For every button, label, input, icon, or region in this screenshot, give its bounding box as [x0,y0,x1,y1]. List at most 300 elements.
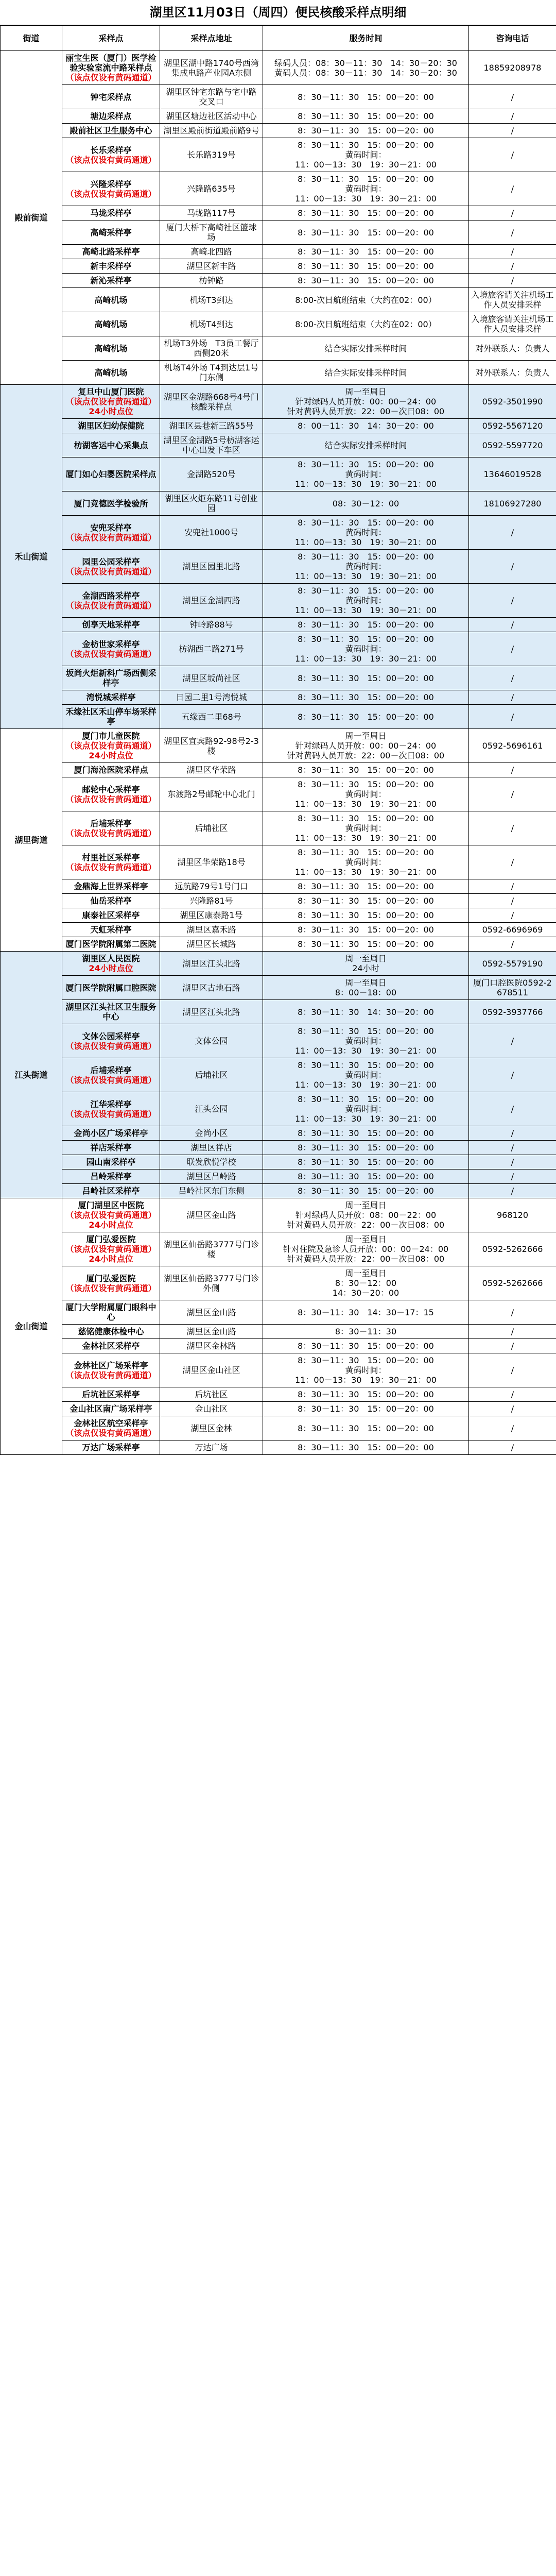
service-time: 8：30－11：30 15：00－20：00 [263,923,469,937]
site-address: 湖里区金林 [160,1416,263,1440]
service-time: 8：30－11：30 15：00－20：00 [263,1387,469,1402]
site-name-cell [62,138,160,172]
table-row [1,777,556,811]
service-time: 8：30－11：30 14：30－17：15 [263,1300,469,1325]
site-name-cell [62,419,160,433]
site-name: 塘边采样点 [90,111,132,121]
site-address: 联发欣悦学校 [160,1155,263,1170]
site-name: 江华采样亭 [90,1099,132,1109]
table-row [1,312,556,336]
site-address: 高崎北四路 [160,245,263,259]
contact-phone: / [469,705,556,729]
table-header-row [1,26,556,51]
service-time: 8：30－11：30 15：00－20：00 [263,879,469,894]
table-row [1,845,556,879]
site-address: 湖里区殿前街道殿前路9号 [160,124,263,138]
site-name-cell [62,336,160,361]
service-time: 8：30－11：30 15：00－20：00 [263,124,469,138]
site-name-cell [62,172,160,206]
table-row [1,1000,556,1024]
service-time: 8：30－11：30 15：00－20：00 黄码时间： 11：00－13：30 19：30－21：00 [263,632,469,666]
site-address: 厦门大桥下高崎社区篮球场 [160,221,263,245]
service-time: 8：30－11：30 15：00－20：00 黄码时间： 11：00－13：30 19：30－21：00 [263,550,469,584]
table-row [1,1300,556,1325]
service-time: 周一至周日 24小时 [263,952,469,976]
site-address: 湖里区金湖路668号4号门核酸采样点 [160,385,263,419]
site-name: 厦门医学院附属口腔医院 [65,982,157,993]
service-time: 8：30－11：30 15：00－20：00 黄码时间： 11：00－13：30 19：30－21：00 [263,845,469,879]
table-row [1,1402,556,1416]
site-name-cell [62,492,160,516]
site-address: 后埔社区 [160,811,263,845]
site-address: 长乐路319号 [160,138,263,172]
site-name-cell [62,1416,160,1440]
contact-phone: / [469,1024,556,1058]
site-address: 湖里区嘉禾路 [160,923,263,937]
site-address: 马垅路117号 [160,206,263,221]
yellow-code-note: （该点仅设有黄码通道） [65,1075,157,1085]
table-row [1,1058,556,1092]
service-time: 8：30－11：30 15：00－20：00 [263,1339,469,1353]
site-name-cell [62,618,160,632]
site-address: 金山社区 [160,1402,263,1416]
yellow-code-note: （该点仅设有黄码通道） [65,73,157,82]
contact-phone: 18106927280 [469,492,556,516]
service-time: 8：30－11：30 15：00－20：00 [263,1416,469,1440]
table-row [1,705,556,729]
contact-phone: / [469,1402,556,1416]
site-name-cell [62,908,160,923]
yellow-code-note: （该点仅设有黄码通道） [65,1370,157,1380]
service-time: 8：30－11：30 [263,1325,469,1339]
site-name: 湖里区江头社区卫生服务中心 [65,1002,157,1022]
site-address: 日园二里1号湾悦城 [160,690,263,705]
yellow-code-note: 24小时点位 [89,963,133,973]
table-row [1,1440,556,1455]
site-name: 高崎机场 [94,319,128,329]
table-row [1,1155,556,1170]
yellow-code-note: （该点仅设有黄码通道） [65,155,157,165]
site-name: 厦门如心妇婴医院采样点 [65,469,157,479]
site-name: 万达广场采样亭 [82,1443,140,1452]
table-row [1,124,556,138]
contact-phone: / [469,550,556,584]
site-address: 湖里区火炬东路11号创业园 [160,492,263,516]
site-name-cell [62,879,160,894]
site-address: 湖里区吕岭路 [160,1170,263,1184]
site-name-cell [62,894,160,908]
contact-phone: / [469,845,556,879]
site-name-cell [62,937,160,952]
yellow-code-note: （该点仅设有黄码通道） [65,532,157,543]
yellow-code-note: （该点仅设有黄码通道） [65,566,157,577]
site-name: 兴隆采样亭 [90,179,132,189]
site-name-cell [62,729,160,763]
contact-phone: / [469,1141,556,1155]
yellow-code-note: （该点仅设有黄码通道） [65,794,157,804]
site-address: 湖里区康泰路1号 [160,908,263,923]
site-name: 创享天地采样亭 [82,620,140,630]
contact-phone: 厦门口腔医院0592-2678511 [469,976,556,1000]
contact-phone: / [469,206,556,221]
site-address: 江头公园 [160,1092,263,1126]
site-address: 兴隆路635号 [160,172,263,206]
table-row [1,274,556,288]
contact-phone: / [469,1170,556,1184]
table-row [1,457,556,492]
service-time: 8:00-次日航班结束（大约在02：00） [263,288,469,312]
service-time: 8：30－11：30 15：00－20：00 [263,1170,469,1184]
service-time: 周一至周日 针对住院及急诊人员开放：00：00－24：00 针对黄码人员开放：22：00－次日08：00 [263,1232,469,1266]
site-address: 钟岭路88号 [160,618,263,632]
contact-phone: / [469,1416,556,1440]
site-name: 邮轮中心采样亭 [82,784,140,794]
service-time: 08：30－12：00 [263,492,469,516]
site-address: 湖里区新丰路 [160,259,263,274]
street-cell: 金山街道 [1,1198,62,1455]
service-time: 8:00-次日航班结束（大约在02：00） [263,312,469,336]
site-name: 枋湖客运中心采集点 [74,440,148,450]
service-time: 8：30－11：30 15：00－20：00 [263,937,469,952]
yellow-code-note: （该点仅设有黄码通道） [65,1428,157,1438]
contact-phone: 0592-5262666 [469,1232,556,1266]
site-address: 湖里区坂尚社区 [160,666,263,690]
contact-phone: / [469,245,556,259]
site-name: 厦门市儿童医院 [82,731,140,741]
service-time: 8：30－11：30 15：00－20：00 [263,1141,469,1155]
contact-phone: 入境旅客请关注机场工作人员安排采样 [469,312,556,336]
site-address: 湖里区金山路 [160,1198,263,1232]
site-address: 湖里区金林路 [160,1339,263,1353]
yellow-code-note: （该点仅设有黄码通道） [65,1283,157,1293]
service-time: 8：30－11：30 15：00－20：00 [263,618,469,632]
service-time: 8：30－11：30 15：00－20：00 [263,666,469,690]
site-name: 钟宅采样点 [90,92,132,102]
site-name-cell [62,124,160,138]
service-time: 8：30－11：30 15：00－20：00 [263,274,469,288]
table-row [1,729,556,763]
yellow-code-note: （该点仅设有黄码通道） [65,649,157,659]
contact-phone: 0592-6696969 [469,923,556,937]
site-name-cell [62,85,160,109]
service-time: 周一至周日 针对绿码人员开放：08：00－22：00 针对黄码人员开放：22：00－次日08：00 [263,1198,469,1232]
site-name-cell [62,385,160,419]
site-name-cell [62,245,160,259]
table-row [1,221,556,245]
site-name-cell [62,274,160,288]
site-address: 万达广场 [160,1440,263,1455]
site-name: 坂尚火炬新科广场西侧采样亭 [65,668,157,688]
service-time: 8：30－11：30 15：00－20：00 [263,705,469,729]
table-row [1,1024,556,1058]
site-address: 湖里区仙岳路3777号门诊楼 [160,1232,263,1266]
site-name-cell [62,1000,160,1024]
street-cell: 禾山街道 [1,385,62,729]
site-address: 后坑社区 [160,1387,263,1402]
contact-phone: / [469,1092,556,1126]
table-row [1,1126,556,1141]
yellow-code-note: （该点仅设有黄码通道） [65,828,157,838]
site-name: 湖里区妇幼保健院 [78,421,144,431]
site-name-cell [62,1300,160,1325]
table-row [1,492,556,516]
service-time: 8：30－11：30 15：00－20：00 黄码时间： 11：00－13：30 19：30－21：00 [263,1058,469,1092]
contact-phone: 968120 [469,1198,556,1232]
contact-phone: / [469,763,556,777]
site-address: 湖里区江头北路 [160,952,263,976]
site-name: 金山社区南广场采样亭 [70,1404,152,1414]
header-street: 街道 [1,26,62,51]
contact-phone: 13646019528 [469,457,556,492]
service-time: 8：00－11：30 14：30－20：00 [263,419,469,433]
site-address: 金湖路520号 [160,457,263,492]
site-name: 慈铭健康体检中心 [78,1327,144,1336]
site-name-cell [62,1058,160,1092]
table-row [1,584,556,618]
site-name: 高崎机场 [94,295,128,305]
site-name-cell [62,777,160,811]
contact-phone: / [469,172,556,206]
site-name-cell [62,1198,160,1232]
contact-phone: / [469,85,556,109]
site-address: 机场T3到达 [160,288,263,312]
site-name-cell [62,1092,160,1126]
site-address: 湖里区长城路 [160,937,263,952]
site-address: 湖里区塘边社区活动中心 [160,109,263,124]
site-name: 马垅采样亭 [90,208,132,218]
service-time: 8：30－11：30 15：00－20：00 [263,1184,469,1198]
site-name: 高崎采样亭 [90,227,132,238]
contact-phone: 对外联系人：负责人 [469,361,556,385]
contact-phone: / [469,690,556,705]
table-row [1,618,556,632]
service-time: 8：30－11：30 15：00－20：00 [263,221,469,245]
service-time: 8：30－11：30 15：00－20：00 黄码时间： 11：00－13：30 19：30－21：00 [263,457,469,492]
site-name-cell [62,1325,160,1339]
table-row [1,245,556,259]
street-cell: 殿前街道 [1,51,62,385]
table-row [1,879,556,894]
contact-phone: / [469,879,556,894]
site-address: 枋湖西二路271号 [160,632,263,666]
site-name-cell [62,221,160,245]
site-address: 湖里区华荣路 [160,763,263,777]
site-name: 天虹采样亭 [90,925,132,935]
service-time: 结合实际安排采样时间 [263,336,469,361]
site-name-cell [62,1024,160,1058]
table-row [1,1387,556,1402]
service-time: 周一至周日 针对绿码人员开放：00：00－24：00 针对黄码人员开放：22：00－次日08：00 [263,729,469,763]
service-time: 结合实际安排采样时间 [263,433,469,457]
table-row [1,1232,556,1266]
service-time: 8：30－11：30 15：00－20：00 [263,85,469,109]
site-address: 东渡路2号邮轮中心北门 [160,777,263,811]
site-address: 吕岭社区东门东侧 [160,1184,263,1198]
table-row [1,85,556,109]
contact-phone: / [469,1126,556,1141]
site-name-cell [62,1155,160,1170]
site-address: 湖里区宜宾路92-98号2-3楼 [160,729,263,763]
site-name: 仙岳采样亭 [90,896,132,906]
site-address: 兴隆路81号 [160,894,263,908]
table-row [1,138,556,172]
yellow-code-note: （该点仅设有黄码通道） [65,189,157,199]
site-name: 湖里区人民医院 [82,954,140,963]
service-time: 8：30－11：30 15：00－20：00 [263,245,469,259]
service-time: 8：30－11：30 15：00－20：00 [263,1126,469,1141]
service-time: 8：30－11：30 15：00－20：00 黄码时间： 11：00－13：30 19：30－21：00 [263,138,469,172]
site-name-cell [62,976,160,1000]
site-address: 五缘西二里68号 [160,705,263,729]
table-row [1,419,556,433]
service-time: 8：30－11：30 15：00－20：00 黄码时间： 11：00－13：30 19：30－21：00 [263,1353,469,1387]
table-row [1,666,556,690]
table-row [1,109,556,124]
contact-phone: / [469,1339,556,1353]
site-name-cell [62,433,160,457]
site-address: 机场T4到达 [160,312,263,336]
service-time: 8：30－11：30 15：00－20：00 黄码时间： 11：00－13：30 19：30－21：00 [263,584,469,618]
page-title: 湖里区11月03日（周四）便民核酸采样点明细 [0,0,556,25]
site-name: 园里公园采样亭 [82,556,140,567]
table-row [1,894,556,908]
site-name-cell [62,690,160,705]
service-time: 8：30－11：30 15：00－20：00 [263,1440,469,1455]
service-time: 周一至周日 8：00－18：00 [263,976,469,1000]
table-row [1,206,556,221]
site-name: 厦门弘爱医院 [86,1234,136,1244]
table-row [1,763,556,777]
table-row [1,923,556,937]
yellow-code-note: （该点仅设有黄码通道） [65,1041,157,1051]
contact-phone: / [469,109,556,124]
site-name-cell [62,1232,160,1266]
site-address: 湖里区县巷新三路55号 [160,419,263,433]
table-row [1,1416,556,1440]
table-row [1,1141,556,1155]
site-address: 湖里区园里北路 [160,550,263,584]
contact-phone: / [469,908,556,923]
service-time: 8：30－11：30 15：00－20：00 [263,206,469,221]
contact-phone: / [469,1353,556,1387]
site-address: 湖里区祥店 [160,1141,263,1155]
service-time: 8：30－11：30 15：00－20：00 [263,1155,469,1170]
service-time: 8：30－11：30 14：30－20：00 [263,1000,469,1024]
site-name: 禾缘社区禾山停车场采样亭 [65,707,157,726]
site-name: 安兜采样亭 [90,522,132,533]
service-time: 8：30－11：30 15：00－20：00 黄码时间： 11：00－13：30 19：30－21：00 [263,777,469,811]
site-name: 金鼎海上世界采样亭 [74,882,148,891]
site-name-cell [62,288,160,312]
site-name-cell [62,1126,160,1141]
site-name: 厦门海沧医院采样点 [74,765,148,775]
contact-phone: / [469,632,556,666]
yellow-code-note: （该点仅设有黄码通道） 24小时点位 [65,397,157,416]
site-name-cell [62,1184,160,1198]
service-time: 8：30－11：30 15：00－20：00 [263,763,469,777]
site-name: 金林社区广场采样亭 [74,1360,148,1370]
site-address: 后埔社区 [160,1058,263,1092]
yellow-code-note: （该点仅设有黄码通道） 24小时点位 [65,741,157,760]
service-time: 8：30－11：30 15：00－20：00 [263,259,469,274]
service-time: 周一至周日 针对绿码人员开放：00：00－24：00 针对黄码人员开放：22：00－次日08：00 [263,385,469,419]
site-name-cell [62,1387,160,1402]
contact-phone: / [469,274,556,288]
table-row [1,976,556,1000]
site-address: 湖里区钟宅东路与宅中路交叉口 [160,85,263,109]
site-address: 湖里区金山路 [160,1325,263,1339]
table-row [1,1339,556,1353]
service-time: 结合实际安排采样时间 [263,361,469,385]
service-time: 8：30－11：30 15：00－20：00 [263,908,469,923]
site-name: 湾悦城采样亭 [86,692,136,702]
service-time: 8：30－11：30 15：00－20：00 [263,690,469,705]
site-name: 祥店采样亭 [90,1143,132,1153]
site-name-cell [62,516,160,550]
service-time: 8：30－11：30 15：00－20：00 黄码时间： 11：00－13：30 19：30－21：00 [263,516,469,550]
site-name-cell [62,632,160,666]
site-address: 湖里区金湖路5号枋湖客运中心出发下车区 [160,433,263,457]
site-name: 高崎机场 [94,343,128,353]
table-row [1,690,556,705]
site-name: 金湖西路采样亭 [82,590,140,601]
contact-phone: / [469,1440,556,1455]
site-name: 复旦中山厦门医院 [78,387,144,397]
site-name: 金枋世家采样亭 [82,639,140,649]
table-row [1,937,556,952]
sites-table [0,25,556,1455]
table-row [1,811,556,845]
contact-phone: / [469,259,556,274]
service-time: 8：30－11：30 15：00－20：00 [263,109,469,124]
site-name-cell [62,923,160,937]
site-name-cell [62,1440,160,1455]
site-name: 丽宝生医（厦门）医学检验实验室流中路采样点 [65,53,157,73]
contact-phone: / [469,811,556,845]
site-name-cell [62,1402,160,1416]
site-name: 厦门竞德医学检验所 [74,498,148,509]
contact-phone: 0592-5579190 [469,952,556,976]
site-address: 湖里区古地石路 [160,976,263,1000]
site-address: 机场T3外场 T3员工餐厅西侧20米 [160,336,263,361]
site-name: 厦门医学院附属第二医院 [65,939,157,949]
site-address: 湖里区仙岳路3777号门诊外侧 [160,1266,263,1300]
service-time: 8：30－11：30 15：00－20：00 黄码时间： 11：00－13：30 19：30－21：00 [263,1092,469,1126]
site-address: 湖里区湖中路1740号西湾集成电路产业园A东侧 [160,51,263,85]
service-time: 8：30－11：30 15：00－20：00 黄码时间： 11：00－13：30 19：30－21：00 [263,1024,469,1058]
yellow-code-note: （该点仅设有黄码通道） 24小时点位 [65,1244,157,1264]
site-name-cell [62,206,160,221]
header-name: 采样点 [62,26,160,51]
site-name: 金林社区航空采样亭 [74,1418,148,1428]
service-time: 8：30－11：30 15：00－20：00 [263,894,469,908]
contact-phone: / [469,1300,556,1325]
table-row [1,288,556,312]
contact-phone: 0592-5696161 [469,729,556,763]
contact-phone: / [469,124,556,138]
site-name-cell [62,763,160,777]
site-name: 金林社区采样亭 [82,1341,140,1351]
site-name: 园山南采样亭 [86,1157,136,1167]
site-name: 高崎机场 [94,367,128,378]
table-row [1,550,556,584]
site-name: 康泰社区采样亭 [82,910,140,920]
site-address: 文体公园 [160,1024,263,1058]
service-time: 周一至周日 8：30－12：00 14：30－20：00 [263,1266,469,1300]
table-row [1,385,556,419]
site-name-cell [62,952,160,976]
site-name: 新丰采样亭 [90,261,132,271]
